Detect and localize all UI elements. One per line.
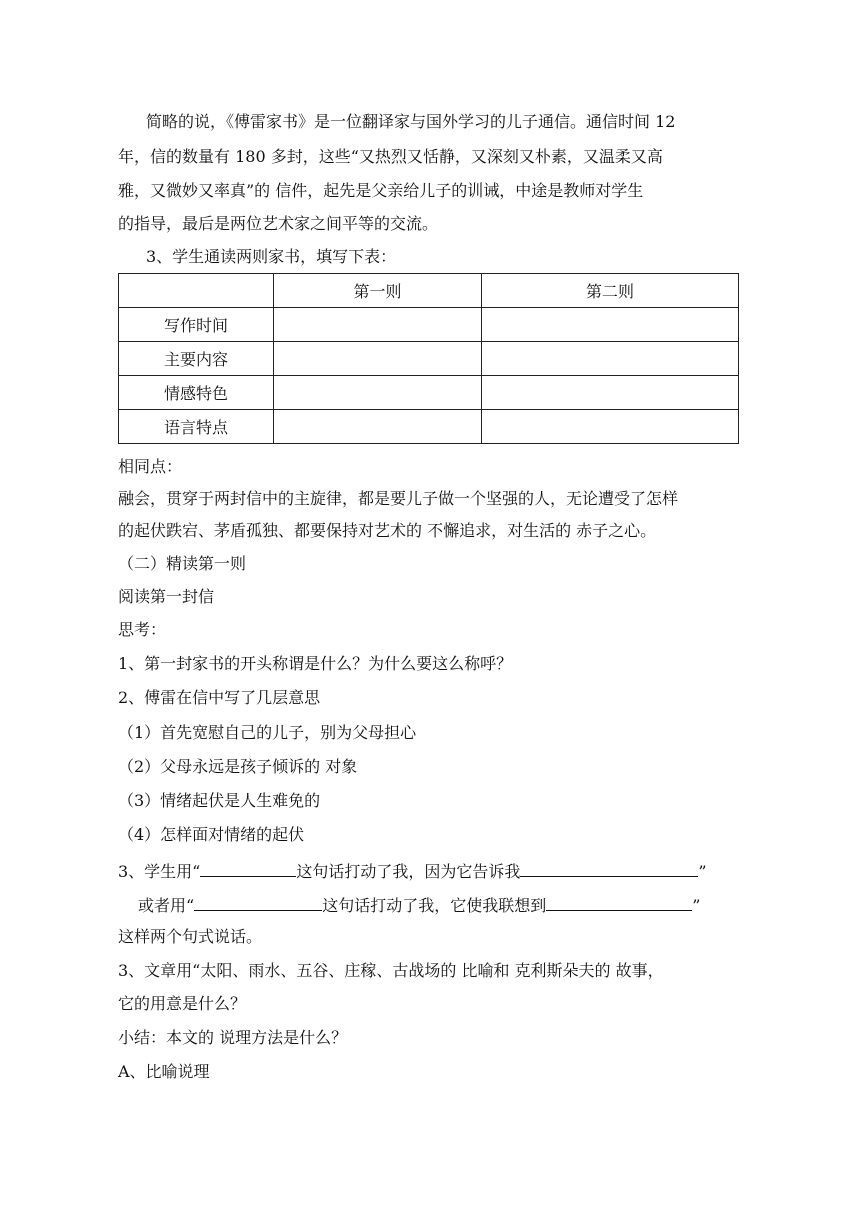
fill-blank-1[interactable] bbox=[200, 862, 296, 877]
question-2: 2、傅雷在信中写了几层意思 bbox=[118, 688, 321, 707]
table-cell-blank bbox=[482, 410, 739, 444]
sentence-b-part-2: 这句话打动了我，它使我联想到 bbox=[322, 896, 547, 915]
task-3-instruction: 3、学生通读两则家书，填写下表： bbox=[146, 247, 397, 266]
table-cell-blank bbox=[274, 342, 482, 376]
table-cell-blank bbox=[274, 410, 482, 444]
point-1: （1）首先宽慰自己的儿子，别为父母担心 bbox=[118, 723, 417, 742]
table-row bbox=[119, 410, 739, 444]
sentence-a-part-2: 这句话打动了我，因为它告诉我 bbox=[296, 862, 521, 881]
question-3-sentence-b bbox=[138, 896, 700, 914]
sentence-a-part-1: 3、学生用“ bbox=[118, 862, 201, 881]
intro-line-3: 雅，又微妙又率真”的 信件，起先是父亲给儿子的训诫，中途是教师对学生 bbox=[118, 181, 644, 200]
question-3-sentence-c: 这样两个句式说话。 bbox=[118, 927, 263, 946]
same-point-line-1: 融会，贯穿于两封信中的主旋律，都是要儿子做一个坚强的人，无论遭受了怎样 bbox=[118, 489, 679, 508]
intro-line-4: 的指导，最后是两位艺术家之间平等的交流。 bbox=[118, 214, 439, 233]
sentence-b-part-1: 或者用“ bbox=[138, 896, 195, 915]
table-header-row bbox=[119, 274, 739, 308]
section-heading: （二）精读第一则 bbox=[118, 554, 247, 573]
intro-line-1: 简略的说，《傅雷家书》是一位翻译家与国外学习的儿子通信。通信时间 12 bbox=[146, 112, 676, 131]
answer-a: A、比喻说理 bbox=[118, 1062, 210, 1081]
table-header-cell: 第二则 bbox=[482, 274, 739, 308]
table-header-cell: 第一则 bbox=[274, 274, 482, 308]
question-3d-line-1: 3、文章用“太阳、雨水、五谷、庄稼、古战场的 比喻和 克利斯朵夫的 故事， bbox=[118, 961, 664, 980]
same-point-line-2: 的起伏跌宕、茅盾孤独、都要保持对艺术的 不懈追求，对生活的 赤子之心。 bbox=[118, 521, 657, 540]
fill-blank-2[interactable] bbox=[520, 862, 698, 877]
question-3-sentence-a bbox=[118, 862, 707, 880]
summary-question: 小结：本文的 说理方法是什么？ bbox=[118, 1028, 348, 1047]
point-2: （2）父母永远是孩子倾诉的 对象 bbox=[118, 757, 358, 776]
point-3: （3）情绪起伏是人生难免的 bbox=[118, 791, 321, 810]
table-row bbox=[119, 308, 739, 342]
question-3d-line-2: 它的用意是什么？ bbox=[118, 994, 247, 1013]
table-header-cell bbox=[119, 274, 274, 308]
fill-blank-3[interactable] bbox=[194, 896, 322, 911]
table-row bbox=[119, 342, 739, 376]
fill-blank-4[interactable] bbox=[546, 896, 692, 911]
table-cell-blank bbox=[274, 308, 482, 342]
read-first-letter: 阅读第一封信 bbox=[118, 587, 215, 606]
comparison-table bbox=[118, 273, 739, 444]
point-4: （4）怎样面对情绪的起伏 bbox=[118, 825, 305, 844]
table-cell-blank bbox=[482, 376, 739, 410]
same-point-label: 相同点： bbox=[118, 457, 183, 476]
table-cell-blank bbox=[482, 342, 739, 376]
table-row-label: 情感特色 bbox=[119, 376, 274, 410]
table-row-label: 语言特点 bbox=[119, 410, 274, 444]
table-row-label: 主要内容 bbox=[119, 342, 274, 376]
question-1: 1、第一封家书的开头称谓是什么？为什么要这么称呼？ bbox=[118, 654, 513, 673]
sentence-b-part-3: ” bbox=[692, 896, 701, 915]
sentence-a-part-3: ” bbox=[698, 862, 707, 881]
table-cell-blank bbox=[274, 376, 482, 410]
think-label: 思考： bbox=[118, 620, 167, 639]
table-cell-blank bbox=[482, 308, 739, 342]
table-row-label: 写作时间 bbox=[119, 308, 274, 342]
intro-line-2: 年，信的数量有 180 多封，这些“又热烈又恬静，又深刻又朴素，又温柔又高 bbox=[118, 147, 663, 166]
table-row bbox=[119, 376, 739, 410]
